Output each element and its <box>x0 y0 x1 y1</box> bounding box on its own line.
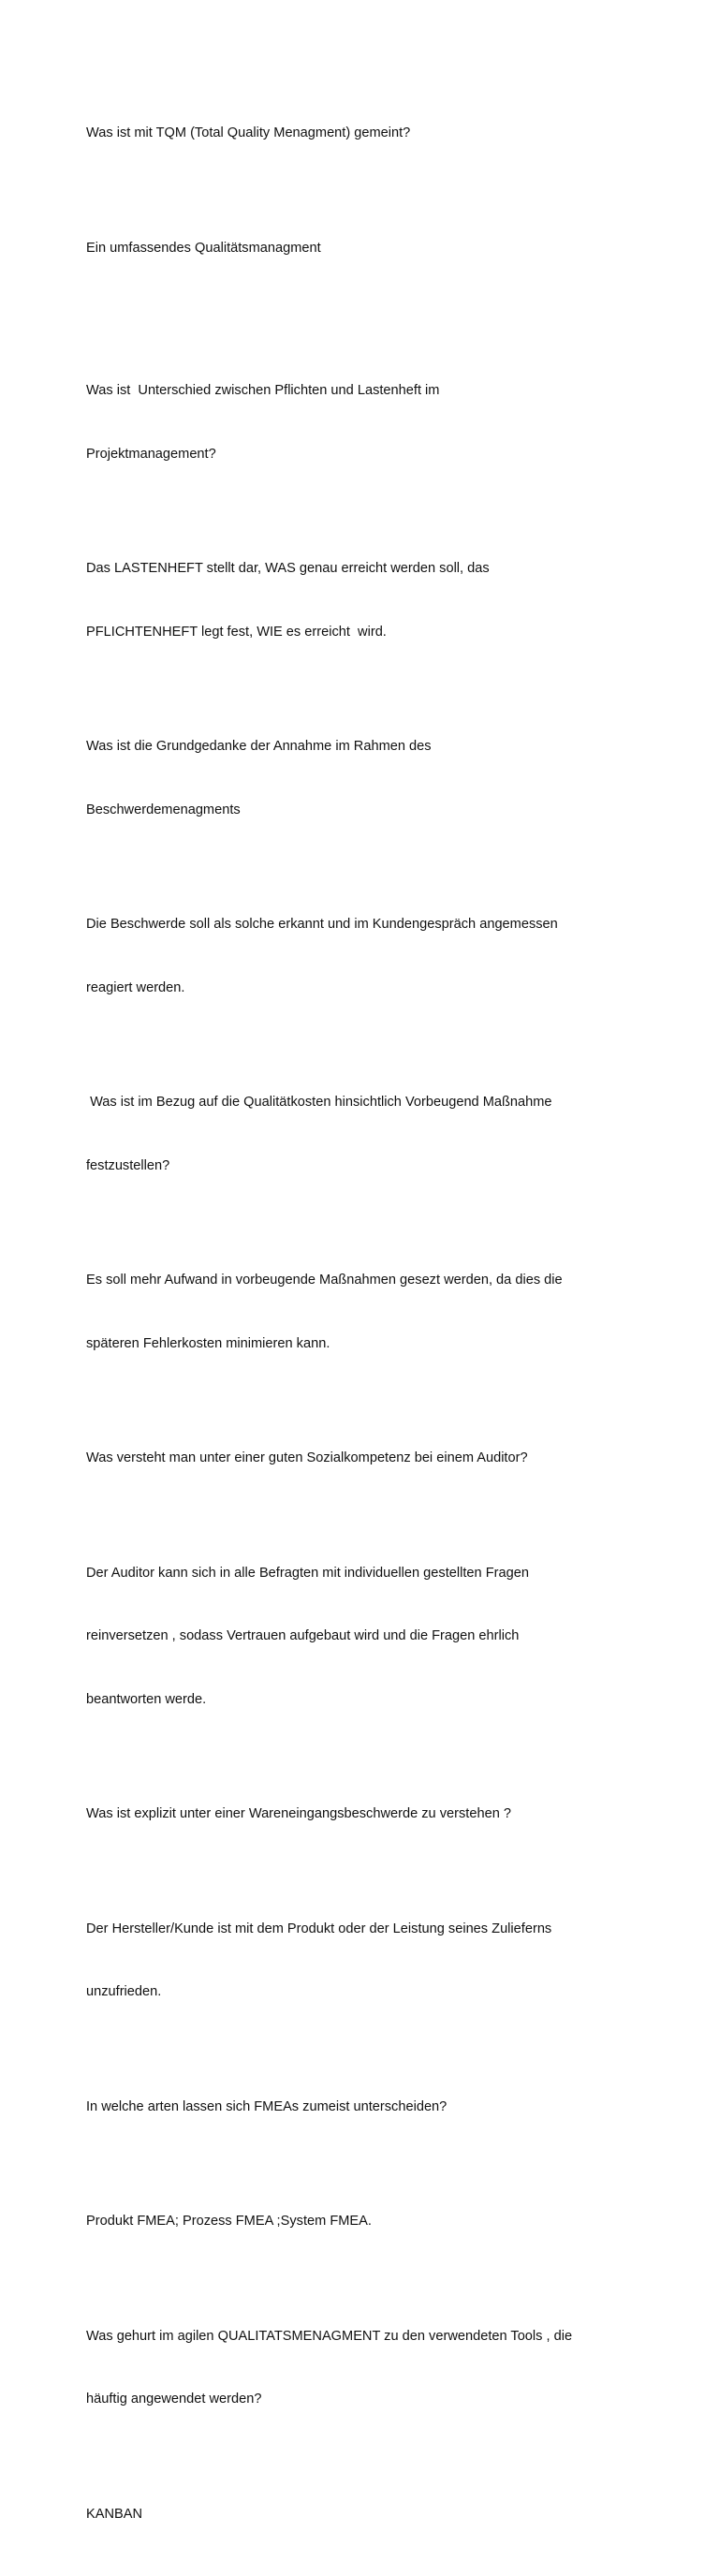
text-line: späteren Fehlerkosten minimieren kann. <box>86 1335 330 1351</box>
text-line: Was ist im Bezug auf die Qualitätkosten hinsichtlich Vorbeugend Maßnahme <box>86 1095 552 1110</box>
answer-paragraph <box>86 1228 648 1396</box>
text-line: KANBAN <box>86 2506 143 2522</box>
text-line: Was gehurt im agilen QUALITATSMENAGMENT zu den verwendeten Tools , die <box>86 2328 573 2344</box>
text-line: Ein umfassendes Qualitätsmanagment <box>86 240 321 256</box>
question-paragraph <box>86 2284 648 2452</box>
document-body <box>86 81 648 2576</box>
question-paragraph <box>86 1761 648 1867</box>
text-line: Es soll mehr Aufwand in vorbeugende Maßnahmen gesezt werden, da dies die <box>86 1273 563 1288</box>
text-line: Was ist explizit unter einer Wareneingangsbeschwerde zu verstehen ? <box>86 1806 511 1821</box>
answer-paragraph <box>86 196 648 302</box>
text-line: unzufrieden. <box>86 1984 162 1999</box>
answer-paragraph <box>86 872 648 1040</box>
text-line: reinversetzen , sodass Vertrauen aufgebaut wird und die Fragen ehrlich <box>86 1628 520 1643</box>
question-paragraph <box>86 1406 648 1511</box>
answer-paragraph <box>86 516 648 684</box>
text-line: In welche arten lassen sich FMEAs zumeist unterscheiden? <box>86 2098 448 2114</box>
text-line: Was ist die Grundgedanke der Annahme im Rahmen des <box>86 739 432 754</box>
text-line: Was ist Unterschied zwischen Pflichten und Lastenheft im <box>86 383 440 398</box>
text-line: Produkt FMEA; Prozess FMEA ;System FMEA. <box>86 2214 372 2229</box>
text-line: Die Beschwerde soll als solche erkannt und im Kundengespräch angemessen <box>86 917 558 932</box>
text-line: Projektmanagement? <box>86 446 216 462</box>
question-paragraph <box>86 2054 648 2160</box>
text-line: Der Auditor kann sich in alle Befragten mit individuellen gestellten Fragen <box>86 1565 529 1581</box>
question-paragraph <box>86 338 648 507</box>
answer-paragraph <box>86 2462 648 2568</box>
question-paragraph <box>86 1050 648 1218</box>
text-line: Was versteht man unter einer guten Sozialkompetenz bei einem Auditor? <box>86 1450 528 1465</box>
text-line: häuftig angewendet werden? <box>86 2392 262 2407</box>
text-line: PFLICHTENHEFT legt fest, WIE es erreicht wird. <box>86 624 387 640</box>
text-line: reagiert werden. <box>86 979 185 995</box>
answer-paragraph <box>86 1521 648 1753</box>
question-paragraph <box>86 81 648 186</box>
question-paragraph <box>86 694 648 862</box>
answer-paragraph <box>86 1877 648 2045</box>
text-line: beantworten werde. <box>86 1691 207 1707</box>
text-line: Beschwerdemenagments <box>86 802 241 817</box>
text-line: Was ist mit TQM (Total Quality Menagment) gemeint? <box>86 125 411 140</box>
answer-paragraph <box>86 2169 648 2274</box>
text-line: Der Hersteller/Kunde ist mit dem Produkt oder der Leistung seines Zulieferns <box>86 1921 552 1936</box>
text-line: festzustellen? <box>86 1157 170 1173</box>
text-line: Das LASTENHEFT stellt dar, WAS genau erreicht werden soll, das <box>86 561 490 576</box>
